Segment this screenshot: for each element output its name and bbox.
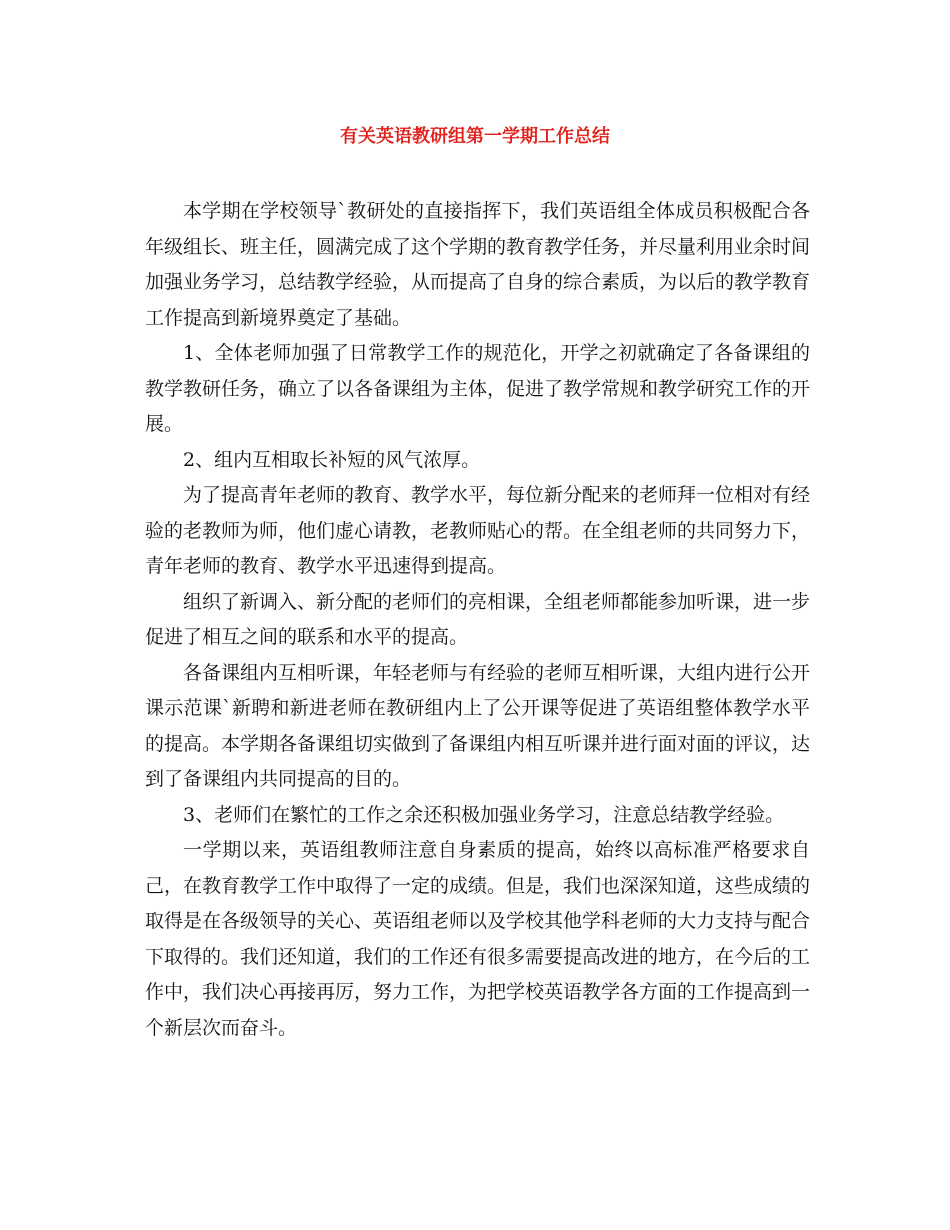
paragraph-intro: 本学期在学校领导`教研处的直接指挥下，我们英语组全体成员积极配合各年级组长、班主任，圆满完成了这个学期的教育教学任务，并尽量利用业余时间加强业务学习，总结教学经验，从而提高了自身的综合素质，为以后的教学教育工作提高到新境界奠定了基础。: [145, 200, 811, 329]
paragraph-point-1: 1、全体老师加强了日常教学工作的规范化，开学之初就确定了各备课组的教学教研任务，确立了以各备课组为主体，促进了教学常规和教学研究工作的开展。: [145, 342, 811, 435]
document-title: 有关英语教研组第一学期工作总结: [340, 126, 610, 147]
paragraph-point-3: 3、老师们在繁忙的工作之余还积极加强业务学习，注意总结教学经验。: [183, 803, 785, 826]
document-body: [145, 194, 810, 1046]
paragraph-mentoring: 为了提高青年老师的教育、教学水平，每位新分配来的老师拜一位相对有经验的老教师为师，他们虚心请教，老教师贴心的帮。在全组老师的共同努力下，青年老师的教育、教学水平迅速得到提高。: [145, 484, 811, 577]
paragraph-conclusion: 一学期以来，英语组教师注意自身素质的提高，始终以高标准严格要求自己，在教育教学工作中取得了一定的成绩。但是，我们也深深知道，这些成绩的取得是在各级领导的关心、英语组老师以及学校其他学科老师的大力支持与配合下取得的。我们还知道，我们的工作还有很多需要提高改进的地方，在今后的工作中，我们决心再接再厉，努力工作，为把学校英语教学各方面的工作提高到一个新层次而奋斗。: [145, 839, 811, 1039]
paragraph-demo-lessons: 组织了新调入、新分配的老师们的亮相课，全组老师都能参加听课，进一步促进了相互之间的联系和水平的提高。: [145, 590, 811, 648]
paragraph-point-2: 2、组内互相取长补短的风气浓厚。: [183, 448, 481, 471]
paragraph-peer-observation: 各备课组内互相听课，年轻老师与有经验的老师互相听课，大组内进行公开课示范课`新聘和新进老师在教研组内上了公开课等促进了英语组整体教学水平的提高。本学期各备课组切实做到了备课组内相互听课并进行面对面的评议，达到了备课组内共同提高的目的。: [145, 661, 811, 790]
